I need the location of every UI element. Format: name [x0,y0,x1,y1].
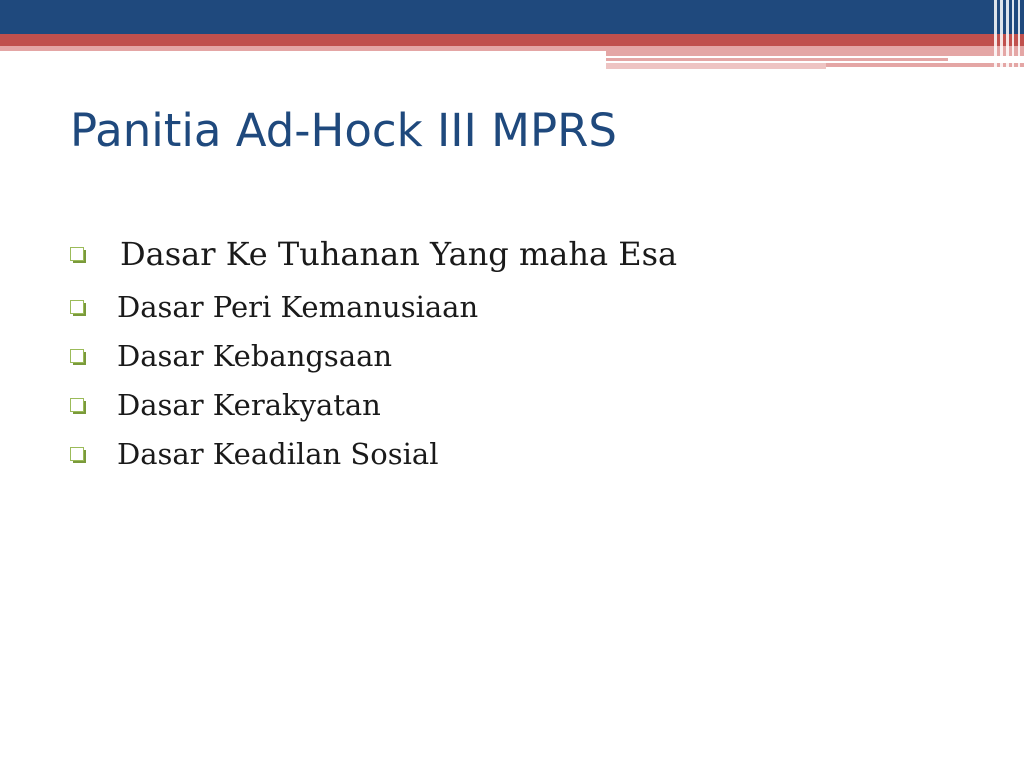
header-navy-bar [0,0,1024,34]
header-stripe [1018,0,1020,70]
checkbox-icon [70,447,86,463]
bullet-text: Dasar Keadilan Sosial [117,436,439,471]
header-pink-bar [606,58,948,61]
bullet-text: Dasar Ke Tuhanan Yang maha Esa [120,235,678,273]
slide-title: Panitia Ad-Hock III MPRS [70,104,617,157]
bullet-list [70,226,677,478]
bullet-item [70,226,677,282]
bullet-text: Dasar Peri Kemanusiaan [117,289,479,324]
header-stripe [1006,0,1009,70]
bullet-item [70,282,677,331]
bullet-item [70,331,677,380]
checkbox-icon [70,349,86,365]
bullet-item [70,429,677,478]
header-stripe [1000,0,1003,70]
bullet-text: Dasar Kerakyatan [117,387,381,422]
bullet-item [70,380,677,429]
bullet-text: Dasar Kebangsaan [117,338,393,373]
header-stripe [1012,0,1014,70]
header-pink-bar [606,63,826,69]
header-stripe [994,0,997,70]
header-pink-bar [606,46,1024,56]
checkbox-icon [70,247,86,263]
checkbox-icon [70,398,86,414]
header-red-bar [0,34,1024,46]
header-pink-bar [0,46,606,51]
header-stripe-accent [990,0,1024,70]
checkbox-icon [70,300,86,316]
